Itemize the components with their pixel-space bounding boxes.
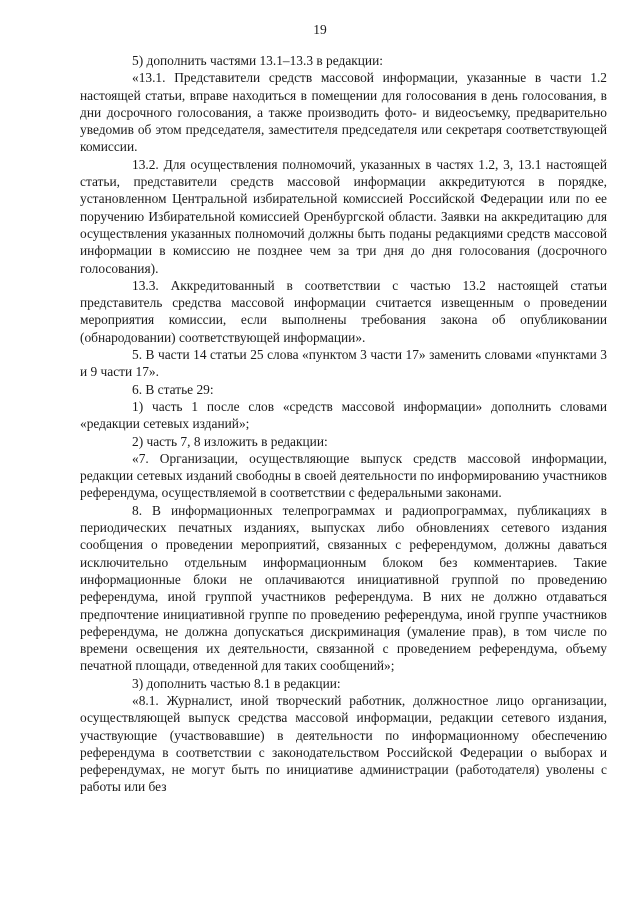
- paragraph: 8. В информационных телепрограммах и радиопрограммах, публикациях в периодических печатных изданиях, выпусках либо обновлениях сетевого издания сообщения о проведении мероприятий, связанных с референдумом, должны даваться исключительно отдельным информационным блоком без комментариев. Такие информационные блоки не оплачиваются инициативной группой по проведению референдума, иной группой участников референдума. В них не должно отдаваться предпочтение инициативной группе по проведению референдума, иной группе участников референдума, не должна допускаться дискриминация (умаление прав), в том числе по времени освещения их деятельности, связанной с проведением референдума, объему печатной площади, отведенной для таких сообщений»;: [80, 502, 607, 674]
- paragraph: «8.1. Журналист, иной творческий работник, должностное лицо организации, осуществляющей выпуск средства массовой информации, редакции сетевого издания, участвующие (участвовавшие) в деятельности по информационному обеспечению референдума в соответствии с законодательством Российской Федерации о выборах и референдумах, не могут быть по инициативе администрации (работодателя) уволены с работы или без: [80, 692, 607, 795]
- page-number: 19: [313, 22, 327, 37]
- paragraph: 1) часть 1 после слов «средств массовой информации» дополнить словами «редакции сетевых изданий»;: [80, 398, 607, 432]
- document-body: [80, 52, 607, 796]
- paragraph: «13.1. Представители средств массовой информации, указанные в части 1.2 настоящей статьи, вправе находиться в помещении для голосования в день голосования, в дни досрочного голосования, а также производить фото- и видеосъемку, предварительно уведомив об этом председателя, заместителя председателя или секретаря соответствующей комиссии.: [80, 70, 607, 155]
- paragraph: 13.3. Аккредитованный в соответствии с частью 13.2 настоящей статьи представитель средства массовой информации считается извещенным о проведении мероприятия комиссии, если выполнены требования закона об опубликовании (обнародовании) соответствующей информации».: [80, 277, 607, 345]
- paragraph: 2) часть 7, 8 изложить в редакции:: [132, 433, 328, 449]
- paragraph: 5) дополнить частями 13.1–13.3 в редакции:: [132, 53, 383, 68]
- paragraph: 6. В статье 29:: [132, 381, 214, 397]
- paragraph: 3) дополнить частью 8.1 в редакции:: [132, 675, 341, 691]
- paragraph: 5. В части 14 статьи 25 слова «пунктом 3 части 17» заменить словами «пунктами 3 и 9 части 17».: [80, 347, 607, 380]
- paragraph: 13.2. Для осуществления полномочий, указанных в частях 1.2, 3, 13.1 настоящей статьи, представители средств массовой информации аккредитуются в порядке, установленном Центральной избирательной комиссией Российской Федерации или по ее поручению Избирательной комиссией Оренбургской области. Заявки на аккредитацию для осуществления указанных полномочий должны быть поданы редакциями средств массовой информации в комиссию не позднее чем за три дня до дня голосования (досрочного голосования).: [80, 156, 607, 276]
- paragraph: «7. Организации, осуществляющие выпуск средств массовой информации, редакции сетевых изданий свободны в своей деятельности по информированию участников референдума, осуществляемой в соответствии с федеральными законами.: [80, 450, 607, 501]
